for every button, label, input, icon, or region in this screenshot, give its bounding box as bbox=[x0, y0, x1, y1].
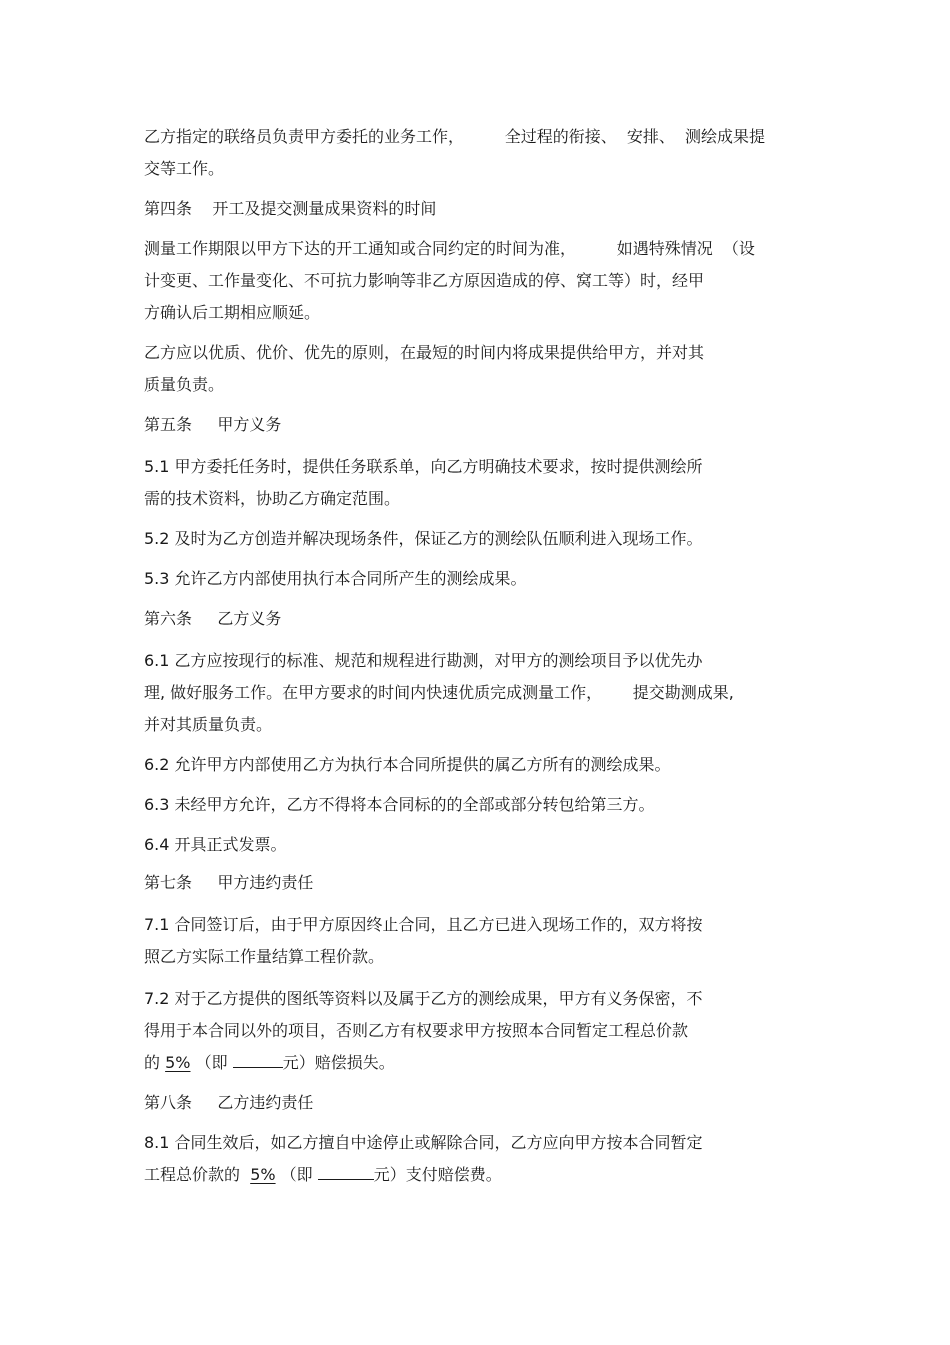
clause-6-3: 6.3 未经甲方允许，乙方不得将本合同标的的全部或部分转包给第三方。 bbox=[144, 795, 655, 814]
clause-6-2: 6.2 允许甲方内部使用乙方为执行本合同所提供的属乙方所有的测绘成果。 bbox=[144, 755, 671, 774]
clause-7-2-line bbox=[144, 1052, 395, 1074]
clause-6-1-line: 并对其质量负责。 bbox=[144, 715, 273, 734]
article-heading-5: 第五条 甲方义务 bbox=[144, 415, 282, 434]
text-fragment: 工程总价款的 bbox=[144, 1165, 241, 1184]
paragraph-line: 质量负责。 bbox=[144, 375, 225, 394]
text-fragment: 元）赔偿损失。 bbox=[282, 1053, 395, 1072]
paragraph-line: 方确认后工期相应顺延。 bbox=[144, 303, 321, 322]
clause-6-1-line: 理, 做好服务工作。在甲方要求的时间内快速优质完成测量工作， 提交勘测成果, bbox=[144, 683, 734, 702]
paragraph-line: 交等工作。 bbox=[144, 159, 225, 178]
text-fragment: 的 bbox=[144, 1053, 161, 1072]
amount-blank bbox=[318, 1165, 374, 1180]
paragraph-line: 计变更、工作量变化、不可抗力影响等非乙方原因造成的停、窝工等）时，经甲 bbox=[144, 271, 705, 290]
clause-6-4: 6.4 开具正式发票。 bbox=[144, 835, 287, 854]
clause-7-2-line: 得用于本合同以外的项目，否则乙方有权要求甲方按照本合同暂定工程总价款 bbox=[144, 1021, 689, 1040]
clause-5-1-line: 需的技术资料，协助乙方确定范围。 bbox=[144, 489, 401, 508]
clause-7-1-line: 7.1 合同签订后，由于甲方原因终止合同，且乙方已进入现场工作的，双方将按 bbox=[144, 915, 703, 934]
text-fragment: （即 bbox=[280, 1165, 313, 1184]
text-fragment: 元）支付赔偿费。 bbox=[373, 1165, 502, 1184]
document-page bbox=[144, 0, 824, 1345]
amount-blank bbox=[233, 1053, 283, 1068]
clause-8-1-line: 8.1 合同生效后，如乙方擅自中途停止或解除合同，乙方应向甲方按本合同暂定 bbox=[144, 1133, 703, 1152]
clause-7-1-line: 照乙方实际工作量结算工程价款。 bbox=[144, 947, 385, 966]
article-heading-6: 第六条 乙方义务 bbox=[144, 609, 282, 628]
paragraph-line: 乙方指定的联络员负责甲方委托的业务工作， 全过程的衔接、 安排、 测绘成果提 bbox=[144, 127, 766, 146]
paragraph-line: 乙方应以优质、优价、优先的原则，在最短的时间内将成果提供给甲方，并对其 bbox=[144, 343, 705, 362]
article-heading-8: 第八条 乙方违约责任 bbox=[144, 1093, 314, 1112]
clause-6-1-line: 6.1 乙方应按现行的标准、规范和规程进行勘测，对甲方的测绘项目予以优先办 bbox=[144, 651, 703, 670]
penalty-rate: 5% bbox=[165, 1053, 191, 1072]
penalty-rate: 5% bbox=[250, 1165, 276, 1184]
clause-7-2-line: 7.2 对于乙方提供的图纸等资料以及属于乙方的测绘成果，甲方有义务保密，不 bbox=[144, 989, 703, 1008]
paragraph-line: 测量工作期限以甲方下达的开工通知或合同约定的时间为准， 如遇特殊情况 （设 bbox=[144, 239, 755, 258]
text-fragment: （即 bbox=[195, 1053, 228, 1072]
clause-5-2: 5.2 及时为乙方创造并解决现场条件，保证乙方的测绘队伍顺利进入现场工作。 bbox=[144, 529, 703, 548]
clause-5-3: 5.3 允许乙方内部使用执行本合同所产生的测绘成果。 bbox=[144, 569, 527, 588]
clause-5-1-line: 5.1 甲方委托任务时，提供任务联系单，向乙方明确技术要求，按时提供测绘所 bbox=[144, 457, 703, 476]
article-heading-4: 第四条 开工及提交测量成果资料的时间 bbox=[144, 199, 437, 218]
article-heading-7: 第七条 甲方违约责任 bbox=[144, 873, 314, 892]
clause-8-1-line bbox=[144, 1164, 502, 1186]
